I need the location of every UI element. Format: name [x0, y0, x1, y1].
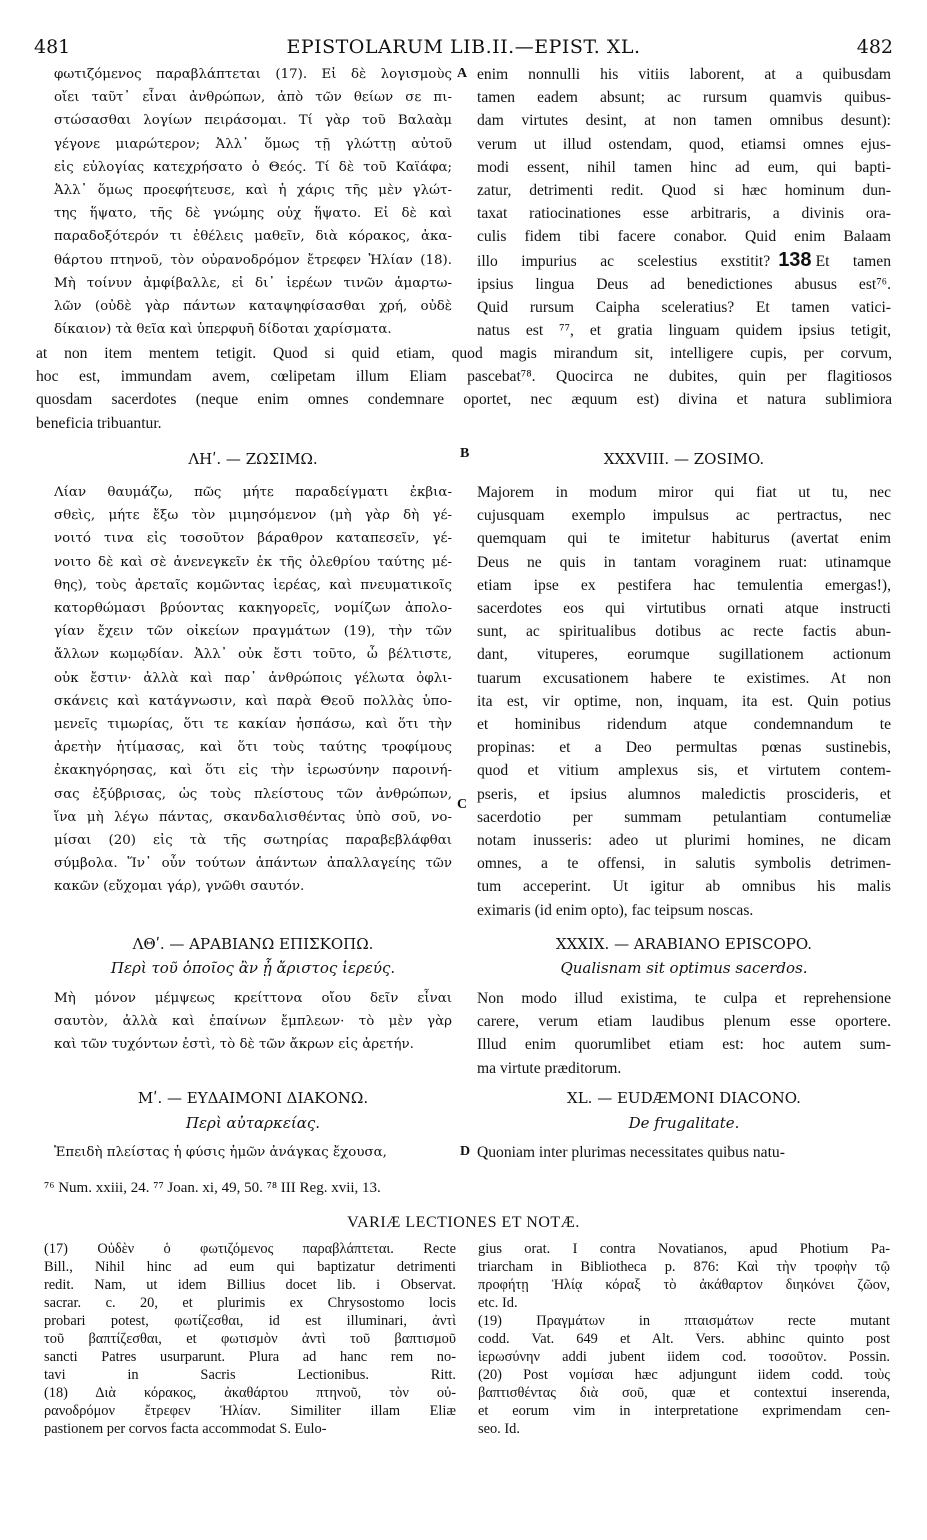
section-39-greek-subtitle: Περὶ τοῦ ὁποῖος ἂν ᾖ ἄριστος ἱερεύς. — [110, 959, 396, 977]
page-marker: 138 — [778, 248, 812, 271]
text-line: βαπτισθέντας διὰ σοῦ, quæ et contextui inserenda, — [478, 1385, 890, 1401]
text-line: ἵνα μὴ λέγω πάντας, σκανδαλισθέντας ὑπὸ σοῦ, νο- — [54, 809, 452, 825]
text-line: κατορθώμασι βρύοντας κακηγορεῖς, νομίζων ἀπολο- — [54, 601, 452, 617]
text-line: εἰς εὐλογίας κατεχρήσατο ὁ Θεός. Τί δὲ τοῦ Καϊάφα; — [54, 159, 452, 175]
section-40-latin-subtitle: De frugalitate. — [628, 1114, 740, 1132]
text-line: Quoniam inter plurimas necessitates quibus natu- — [477, 1144, 785, 1161]
margin-letter-c: C — [457, 797, 468, 812]
top-latin-column — [477, 63, 891, 342]
text-line: tavi in Sacris Lectionibus. Ritt. — [44, 1367, 456, 1383]
page-number-right: 482 — [856, 36, 893, 58]
text-line: sacerdotio per summam petulantiam contumeliæ — [477, 808, 891, 826]
section-38-greek-text — [54, 481, 452, 899]
text-segment: illo impurius ac scelestius exstitit? — [477, 252, 771, 270]
margin-letter-a: A — [457, 66, 468, 81]
text-line: taxat ratiocinationes esse arbitraris, a divinis ora- — [477, 205, 891, 223]
text-line: dant, vituperes, eorumque sugillationem actionum — [477, 646, 891, 664]
text-line: beneficia tribuantur. — [36, 414, 162, 432]
section-38-latin-heading: XXXVIII. — ZOSIMO. — [603, 450, 765, 468]
text-segment: Et tamen — [815, 252, 892, 270]
text-line: θης), τοὺς ἀρεταῖς κομῶντας ἱερέας, καὶ πνευματικοῖς — [54, 577, 452, 593]
scripture-footnotes: ⁷⁶ Num. xxiii, 24. ⁷⁷ Joan. xi, 49, 50. ⁷⁸ III Reg. xvii, 13. — [44, 1180, 381, 1196]
text-line — [477, 249, 891, 273]
text-line: (19) Πραγμάτων in πταισμάτων recte mutant — [478, 1313, 890, 1329]
section-39-greek-heading: ΛΘʹ. — ΑΡΑΒΙΑΝΩ ΕΠΙΣΚΟΠΩ. — [132, 935, 374, 953]
text-line: σαυτὸν, ἀλλὰ καὶ ἐπαίνων ἔμπλεων· τὸ μὲν γὰρ — [54, 1014, 452, 1030]
text-line: quemquam qui te imitetur habiturus (avertat enim — [477, 530, 891, 548]
running-title: EPISTOLARUM LIB.II.—EPIST. XL. — [286, 36, 641, 58]
text-line: Non modo illud existima, te culpa et reprehensione — [477, 990, 891, 1007]
section-40-latin-heading: XL. — EUDÆMONI DIACONO. — [567, 1089, 801, 1107]
text-line: seo. Id. — [478, 1421, 520, 1437]
text-line: ἀρετὴν ἠτίμασας, καὶ ὅτι τοὺς ταύτης τροφίμους — [54, 740, 452, 756]
text-line: etc. Id. — [478, 1295, 518, 1311]
text-line: ipsius lingua Deus ad benedictiones abusus est⁷⁶. — [477, 275, 891, 293]
section-39-latin-subtitle: Qualisnam sit optimus sacerdos. — [560, 959, 808, 977]
text-line: pastionem per corvos facta accommodat S. Eulo- — [44, 1421, 327, 1437]
running-header — [34, 36, 893, 62]
text-line: ma virtute præditorum. — [477, 1059, 622, 1077]
text-line: gius orat. I contra Novatianos, apud Photium Pa- — [478, 1241, 890, 1257]
text-line: ἐκακηγόρησας, καὶ ὅτι εἰς τὴν ἱερωσύνην παροινή- — [54, 763, 452, 779]
text-line: νοιτο δὲ καὶ σὲ ἀνενεγκεῖν ἐκ τῆς ὀλεθρίου ταύτης μέ- — [54, 554, 452, 570]
text-line: codd. Vat. 649 et Alt. Vers. abhinc quinto post — [478, 1331, 890, 1347]
text-line: Deus ne quis in tantam voraginem ruat: utinamque — [477, 553, 891, 571]
text-line: οἴει ταῦτ᾽ εἶναι ἀνθρώπων, ἀπὸ τῶν θείων σε πι- — [54, 90, 452, 106]
text-line: (17) Οὐδὲν ὁ φωτιζόμενος παραβλάπτεται. Recte — [44, 1241, 456, 1257]
text-line: ἱερωσύνην addi jubent iidem cod. τοσοῦτον. Possin. — [478, 1349, 890, 1365]
margin-letter-b: B — [460, 446, 470, 461]
text-line: natus est ⁷⁷, et gratia linguam quidem ipsius tetigit, — [477, 322, 891, 340]
text-line: notam inusseris: adeo ut plurimi homines, ne dicam — [477, 832, 891, 850]
text-line: δίκαιον) τὰ θεῖα καὶ ὑπερφυῆ δίδοται χαρίσματα. — [54, 322, 392, 338]
text-line: et hominibus ridendum atque condemnandum te — [477, 716, 891, 734]
text-line: καὶ τῶν τυχόντων ἐστὶ, τὸ δὲ τῶν ἄκρων εἰς ἀρετήν. — [54, 1037, 414, 1053]
text-line: carere, verum etiam laudibus plenum esse oportere. — [477, 1013, 891, 1031]
full-width-paragraph — [36, 342, 892, 435]
text-line: Quid rursum Caipha sceleratius? Et tamen vatici- — [477, 299, 891, 317]
text-line: eximaris (id enim opto), fac teipsum noscas. — [477, 901, 754, 919]
text-line: sacerdotes eos qui virtutibus ornati atque instructi — [477, 600, 891, 618]
text-line: της ἥψατο, τῆς δὲ γνώμης οὐχ ἥψατο. Εἰ δὲ καὶ — [54, 206, 452, 222]
notes-right-column — [478, 1240, 890, 1438]
text-line: sacrar. c. 20, et plurimis ex Chrysostomo locis — [44, 1295, 456, 1311]
text-line: γέγονε μιαρώτερον; Ἀλλ᾽ ὅμως τῇ γλώττῃ αὐτοῦ — [54, 136, 452, 152]
text-line: φωτιζόμενος παραβλάπτεται (17). Εἰ δὲ λογισμοὺς — [54, 67, 452, 82]
section-40-greek-subtitle: Περὶ αὐταρκείας. — [185, 1114, 321, 1132]
text-line: σύμβολα. Ἵν᾽ οὖν τούτων ἁπάντων ἀπαλλαγείης τῶν — [54, 856, 452, 872]
text-line: (18) Διὰ κόρακος, ἀκαθάρτου πτηνοῦ, τὸν οὐ- — [44, 1385, 456, 1401]
text-line: dam virtutes desint, at non tamen omnibus desunt): — [477, 112, 891, 130]
page-number-left: 481 — [34, 36, 71, 58]
text-line: omnes, a te offensi, in salutis symbolis detrimen- — [477, 855, 891, 873]
text-line: σθεὶς, μήτε ἔξω τὸν μιμησόμενον (μὴ γὰρ δὴ γέ- — [54, 508, 452, 524]
text-line: quosdam sacerdotes (neque enim omnes condemnare oportet, nec æquum est) divina et natura sublimiora — [36, 391, 892, 409]
text-line: tuarum excusationem habere te existimes. At non — [477, 669, 891, 687]
text-line: probari potest, φωτίζεσθαι, id est illuminari, ἀντὶ — [44, 1313, 456, 1329]
text-line: ρανοδρόμον ἔτρεφεν Ἠλίαν. Similiter illam Eliæ — [44, 1403, 456, 1419]
text-line: (20) Post νομίσαι hæc adjungunt iidem codd. τοὺς — [478, 1367, 890, 1383]
text-line: tamen eadem absunt; ac rursum quamvis quibus- — [477, 89, 891, 107]
section-40-latin-text — [477, 1141, 891, 1164]
text-line: θάρτου πτηνοῦ, τὸν οὐρανοδρόμον ἔτρεφεν Ἠλίαν (18). — [54, 252, 452, 268]
text-line: et eorum vim in interpretatione exprimendam cen- — [478, 1403, 890, 1419]
text-line: culis fidem tibi facere conabor. Quid enim Balaam — [477, 228, 891, 246]
text-line: παραδοξότερόν τι ἐθέλεις μαθεῖν, διὰ κόρακος, ἀκα- — [54, 229, 452, 245]
text-line: λῶν (οὐδὲ γὰρ πάντων καταψηφίσασθαι χρή, οὐδὲ — [54, 299, 452, 315]
text-line: Μὴ μόνον μέμψεως κρείττονα οἴου δεῖν εἶναι — [54, 991, 452, 1006]
text-line: triarcham in Bibliotheca p. 876: Καὶ τὴν τροφὴν τῷ — [478, 1259, 890, 1275]
top-greek-column — [54, 63, 452, 341]
text-line: Ἀλλ᾽ ὅμως προεφήτευσε, καὶ ἡ χάρις τῆς μὲν γλώτ- — [54, 183, 452, 199]
text-line: Bill., Nihil hinc ad eum qui baptizatur detrimenti — [44, 1259, 456, 1275]
text-line: at non item mentem tetigit. Quod si quid etiam, quod magis mirandum sit, intelligere cupis, per corvum, — [36, 345, 892, 362]
text-line: σας ἐξύβρισας, ὡς τοὺς πλείστους τῶν ἀνθρώπων, — [54, 786, 452, 802]
text-line: propinas: et a Deo permultas pœnas sustinebis, — [477, 739, 891, 757]
notes-left-column — [44, 1240, 456, 1438]
text-line: γίαν ἔχειν τῶν οἰκείων πραγμάτων (19), τὴν τῶν — [54, 624, 452, 640]
text-line: Illud enim quorumlibet etiam est: hoc autem sum- — [477, 1036, 891, 1054]
text-line: ἄλλων κωμῳδίαν. Ἀλλ᾽ οὐκ ἔστι τοῦτο, ὦ βέλτιστε, — [54, 647, 452, 663]
notes-heading: VARIÆ LECTIONES ET NOTÆ. — [347, 1214, 580, 1231]
text-line: modi essent, nihil tamen hinc ad eum, qui bapti- — [477, 158, 891, 176]
text-line: Ἐπειδὴ πλείστας ἡ φύσις ἡμῶν ἀνάγκας ἔχουσα, — [54, 1145, 387, 1160]
text-line: etiam ipse ex pestifera hac temulentia emergas!), — [477, 576, 891, 594]
text-line: οὐκ ἔστιν· ἀλλὰ καὶ παρ᾽ ἀνθρώποις γέλωτα ὀφλι- — [54, 670, 452, 686]
text-line: hoc est, immundam avem, cœlipetam illum Eliam pascebat⁷⁸. Quocirca ne dubites, quin per flagitiosos — [36, 368, 892, 386]
section-39-latin-text — [477, 987, 891, 1080]
section-40-greek-heading: Μʹ. — ΕΥΔΑΙΜΟΝΙ ΔΙΑΚΟΝΩ. — [137, 1089, 369, 1107]
section-38-latin-text — [477, 481, 891, 922]
text-line: sunt, ac spiritualibus dotibus ac recte factis abun- — [477, 623, 891, 641]
text-line: Λίαν θαυμάζω, πῶς μήτε παραδείγματι ἐκβια- — [54, 485, 452, 500]
text-line: κακῶν (εὔχομαι γάρ), γνῶθι σαυτόν. — [54, 879, 305, 895]
text-line: sancti Patres usurparunt. Plura ad hanc rem no- — [44, 1349, 456, 1365]
text-line: μίσαι (20) εἰς τὰ τῆς σωτηρίας παραβεβλάφθαι — [54, 833, 452, 849]
text-line: quod et vitium amplexus sis, et virtutem contem- — [477, 762, 891, 780]
text-line: Majorem in modum miror qui fiat ut tu, nec — [477, 484, 891, 501]
text-line: zatur, detrimenti redit. Quod si hæc hominum dun- — [477, 182, 891, 200]
text-line: tum acceperint. Ut igitur ab omnibus his malis — [477, 878, 891, 896]
text-line: προφήτῃ Ἠλίᾳ κόραξ τὸ ἀκάθαρτον διηκόνει ζῶον, — [478, 1277, 890, 1293]
text-line: σκάνεις καὶ κατάγνωσιν, καὶ παρὰ Θεοῦ πολλὰς ὑπο- — [54, 693, 452, 709]
text-line: Μὴ τοίνυν ἀμφίβαλλε, εἰ δι᾽ ἱερέων τινῶν ἁμαρτω- — [54, 275, 452, 291]
text-line: enim nonnulli his vitiis laborent, at a quibusdam — [477, 66, 891, 83]
section-39-greek-text — [54, 987, 452, 1057]
text-line: cujusquam exemplo impulsus ac pertractus, nec — [477, 507, 891, 525]
text-line: ita est, vir optime, non, inquam, ita est. Quin potius — [477, 692, 891, 710]
text-line: redit. Nam, ut idem Billius docet lib. i Observat. — [44, 1277, 456, 1293]
margin-letter-d: D — [460, 1144, 471, 1159]
section-40-greek-text — [54, 1141, 452, 1164]
text-line: μενεῖς τιμωρίας, ὅτι τε κακίαν ἠσπάσω, καὶ ὅτι τὴν — [54, 717, 452, 733]
section-38-greek-heading: ΛΗʹ. — ΖΩΣΙΜΩ. — [188, 450, 318, 468]
section-39-latin-heading: XXXIX. — ARABIANO EPISCOPO. — [555, 935, 813, 953]
text-line: pseris, et ipsius alumnos maledictis proscideris, et — [477, 785, 891, 803]
text-line: τοῦ βαπτίζεσθαι, et φωτισμὸν ἀντὶ τοῦ βαπτισμοῦ — [44, 1331, 456, 1347]
text-line: verum ut illud ostendam, quod, etiamsi omnes ejus- — [477, 135, 891, 153]
text-line: νοιτό τινα εἰς τοσοῦτον βάραθρον καταπεσεῖν, γέ- — [54, 531, 452, 547]
text-line: στώσασθαι λογίων πειράσομαι. Τί γὰρ τοῦ Βαλαὰμ — [54, 113, 452, 129]
